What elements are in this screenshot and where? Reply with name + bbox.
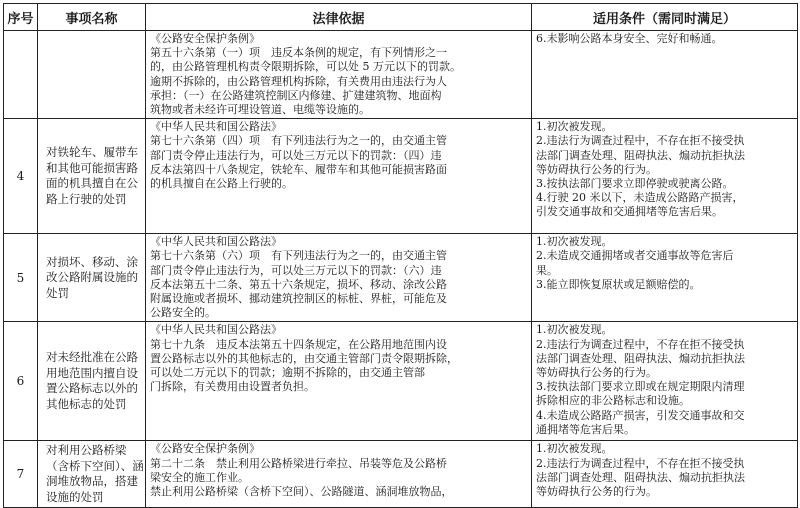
condition-line: 2.违法行为调查过程中，不存在拒不接受执 xyxy=(536,337,745,351)
condition-line: 3.按执法部门要求立即停驶或驶离公路。 xyxy=(536,177,734,191)
condition-line: 通拥堵等危害后果。 xyxy=(536,422,635,436)
item-name-line: 和其他可能损害路 xyxy=(46,160,138,175)
condition-line: 2.违法行为调查过程中，不存在拒不接受执 xyxy=(536,456,745,470)
basis-line: 反本法第五十二条、第五十六条规定，损坏、移动、涂改公路 xyxy=(150,277,447,291)
basis-line: 逾期不拆除的，由公路管理机构拆除，有关费用由违法行为人 xyxy=(150,74,447,88)
item-name-line: 其他标志的处罚 xyxy=(46,396,127,411)
item-name-line: 对损坏、移动、涂 xyxy=(46,254,138,269)
item-name-cell xyxy=(38,441,146,508)
condition-line: 4.行驶 20 米以下，未造成公路路产损害， xyxy=(536,191,744,205)
conditions-cell xyxy=(532,322,798,441)
table-row xyxy=(4,441,798,508)
condition-line: 法部门调查处理、阻碍执法、煽动抗拒执法 xyxy=(536,470,745,484)
item-name-line: 洞堆放物品，搭建 xyxy=(46,474,138,489)
item-name-cell xyxy=(38,322,146,441)
basis-line: 第七十六条第（六）项 有下列违法行为之一的，由交通主管 xyxy=(150,249,447,263)
basis-line: 部门责令停止违法行为，可以处三万元以下的罚款：（四）违 xyxy=(150,148,442,162)
basis-line: 禁止利用公路桥梁（含桥下空间）、公路隧道、涵洞堆放物品， xyxy=(150,485,453,499)
table-row xyxy=(4,322,798,441)
legal-basis-cell xyxy=(146,234,532,322)
basis-line: 第七十六条第（四）项 有下列违法行为之一的，由交通主管 xyxy=(150,134,447,148)
condition-line: 等妨碍执行公务的行为。 xyxy=(536,485,657,499)
header-conditions: 适用条件（需同时满足） xyxy=(532,4,798,31)
header-serial-number: 序号 xyxy=(4,4,38,31)
item-name-line: 设施的处罚 xyxy=(46,489,104,504)
condition-line: 3.能立即恢复原状或足额赔偿的。 xyxy=(536,277,701,291)
basis-line: 承担：（一）在公路建筑控制区内修建、扩建建筑物、地面构 xyxy=(150,88,442,102)
item-name-line: 处罚 xyxy=(46,285,69,300)
basis-line: 第二十二条 禁止利用公路桥梁进行牵拉、吊装等危及公路桥 xyxy=(150,456,447,470)
row-number xyxy=(4,31,38,119)
condition-line: 等妨碍执行公务的行为。 xyxy=(536,366,657,380)
row-number: 4 xyxy=(4,119,38,234)
conditions-cell xyxy=(532,31,798,119)
condition-line: 6.未影响公路本身安全、完好和畅通。 xyxy=(536,32,723,45)
basis-line: 的机具擅自在公路上行驶的。 xyxy=(150,177,293,191)
legal-basis-cell xyxy=(146,322,532,441)
basis-line: 《中华人民共和国公路法》 xyxy=(150,235,282,249)
item-name-line: 置公路标志以外的 xyxy=(46,381,138,396)
condition-line: 法部门调查处理、阻碍执法、煽动抗拒执法 xyxy=(536,351,745,365)
basis-line: 公路安全的。 xyxy=(150,306,216,320)
header-item-name: 事项名称 xyxy=(38,4,146,31)
condition-line: 等妨碍执行公务的行为。 xyxy=(536,162,657,176)
legal-basis-cell xyxy=(146,31,532,119)
basis-line: 梁安全的施工作业。 xyxy=(150,470,249,484)
basis-line: 《公路安全保护条例》 xyxy=(150,442,260,456)
condition-line: 拆除相应的非公路标志和设施。 xyxy=(536,394,690,408)
condition-line: 果。 xyxy=(536,263,558,277)
basis-line: 筑物或者未经许可埋设管道、电缆等设施的。 xyxy=(150,103,370,117)
penalty-table xyxy=(3,3,798,508)
basis-line: 附属设施或者损坏、挪动建筑控制区的标桩、界桩，可能危及 xyxy=(150,292,447,306)
item-name-line: 路上行驶的处罚 xyxy=(46,191,127,206)
basis-line: 《公路安全保护条例》 xyxy=(150,32,260,45)
table-row xyxy=(4,234,798,322)
item-name-line: 对利用公路桥梁 xyxy=(46,443,127,458)
conditions-cell xyxy=(532,119,798,234)
condition-line: 2.未造成交通拥堵或者交通事故等危害后 xyxy=(536,249,734,263)
item-name-line: 对未经批准在公路 xyxy=(46,350,138,365)
conditions-cell xyxy=(532,234,798,322)
item-name-cell xyxy=(38,31,146,119)
basis-line: 第七十九条 违反本法第五十四条规定，在公路用地范围内设 xyxy=(150,337,447,351)
basis-line: 门拆除，有关费用由设置者负担。 xyxy=(150,380,315,394)
row-number: 5 xyxy=(4,234,38,322)
table-row xyxy=(4,31,798,119)
item-name-line: 面的机具擅自在公 xyxy=(46,176,138,191)
item-name-line: 改公路附属设施的 xyxy=(46,270,138,285)
item-name-line: 用地范围内擅自设 xyxy=(46,365,138,380)
condition-line: 1.初次被发现。 xyxy=(536,120,613,134)
condition-line: 1.初次被发现。 xyxy=(536,323,613,337)
condition-line: 2.违法行为调查过程中，不存在拒不接受执 xyxy=(536,134,745,148)
basis-line: 反本法第四十八条规定，铁轮车、履带车和其他可能损害路面 xyxy=(150,162,447,176)
legal-basis-cell xyxy=(146,119,532,234)
condition-line: 法部门调查处理、阻碍执法、煽动抗拒执法 xyxy=(536,148,745,162)
row-number: 6 xyxy=(4,322,38,441)
item-name-line: 对铁轮车、履带车 xyxy=(46,145,138,160)
basis-line: 《中华人民共和国公路法》 xyxy=(150,120,282,134)
basis-line: 《中华人民共和国公路法》 xyxy=(150,323,282,337)
condition-line: 引发交通事故和交通拥堵等危害后果。 xyxy=(536,205,723,219)
condition-line: 3.按执法部门要求立即或在规定期限内清理 xyxy=(536,380,745,394)
header-legal-basis: 法律依据 xyxy=(146,4,532,31)
table-row xyxy=(4,119,798,234)
condition-line: 4.未造成公路路产损害，引发交通事故和交 xyxy=(536,408,745,422)
item-name-line: （含桥下空间）、涵 xyxy=(46,458,144,473)
conditions-cell xyxy=(532,441,798,508)
table-header-row xyxy=(4,4,798,31)
legal-basis-cell xyxy=(146,441,532,508)
basis-line: 可以处二万元以下的罚款；逾期不拆除的，由交通主管部 xyxy=(150,366,425,380)
condition-line: 1.初次被发现。 xyxy=(536,442,613,456)
condition-line: 1.初次被发现。 xyxy=(536,235,613,249)
item-name-cell xyxy=(38,119,146,234)
basis-line: 置公路标志以外的其他标志的，由交通主管部门责令限期拆除， xyxy=(150,351,458,365)
item-name-cell xyxy=(38,234,146,322)
row-number: 7 xyxy=(4,441,38,508)
basis-line: 第五十六条第（一）项 违反本条例的规定，有下列情形之一 xyxy=(150,46,447,60)
basis-line: 的，由公路管理机构责令限期拆除，可以处 5 万元以下的罚款。 xyxy=(150,60,461,74)
basis-line: 部门责令停止违法行为，可以处三万元以下的罚款：（六）违 xyxy=(150,263,442,277)
